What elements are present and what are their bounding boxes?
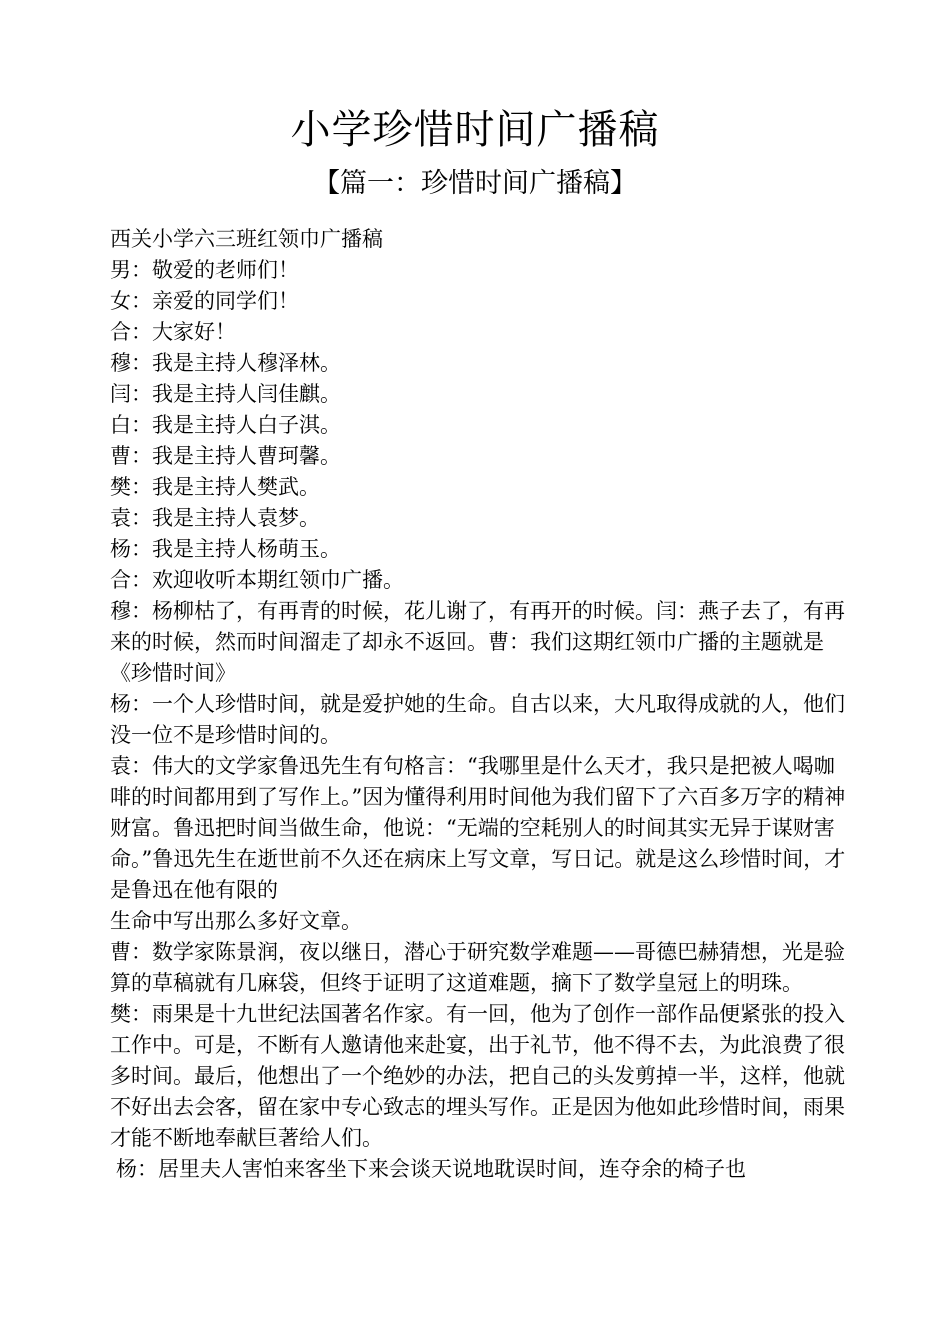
section-heading: 【篇一：珍惜时间广播稿】: [313, 168, 637, 199]
paragraph: 樊：我是主持人樊武。: [110, 475, 320, 499]
paragraph: 女：亲爱的同学们！: [110, 289, 299, 313]
paragraph: 袁：伟大的文学家鲁迅先生有句格言：“我哪里是什么天才，我只是把被人喝咖啡的时间都用到了写作上。”因为懂得利用时间他为我们留下了六百多万字的精神财富。鲁迅把时间当做生命，他说：“无端的空耗别人的时间其实无异于谋财害命。”鲁迅先生在逝世前不久还在病床上写文章，写日记。就是这么珍惜时间，才是鲁迅在他有限的: [110, 754, 846, 902]
page-title: 小学珍惜时间广播稿: [290, 107, 660, 153]
paragraph: 西关小学六三班红领巾广播稿: [110, 227, 383, 251]
paragraph: 合：大家好！: [110, 320, 236, 344]
paragraph: 白：我是主持人白子淇。: [110, 413, 341, 437]
paragraph: 合：欢迎收听本期红领巾广播。: [110, 568, 404, 592]
paragraph: 曹：数学家陈景润，夜以继日，潜心于研究数学难题——哥德巴赫猜想，光是验算的草稿就有几麻袋，但终于证明了这道难题，摘下了数学皇冠上的明珠。: [110, 940, 845, 995]
paragraph: 杨：居里夫人害怕来客坐下来会谈天说地耽误时间，连夺余的椅子也: [116, 1157, 746, 1181]
paragraph: 樊：雨果是十九世纪法国著名作家。有一回，他为了创作一部作品便紧张的投入工作中。可是，不断有人邀请他来赴宴，出于礼节，他不得不去，为此浪费了很多时间。最后，他想出了一个绝妙的办法，把自己的头发剪掉一半，这样，他就不好出去会客，留在家中专心致志的埋头写作。正是因为他如此珍惜时间，雨果才能不断地奉献巨著给人们。: [110, 1002, 845, 1150]
paragraph: 袁：我是主持人袁梦。: [110, 506, 320, 530]
paragraph: 穆：杨柳枯了，有再青的时候，花儿谢了，有再开的时候。闫：燕子去了，有再来的时候，然而时间溜走了却永不返回。曹：我们这期红领巾广播的主题就是《珍惜时间》: [110, 599, 845, 685]
paragraph: 杨：一个人珍惜时间，就是爱护她的生命。自古以来，大凡取得成就的人，他们没一位不是珍惜时间的。: [110, 692, 845, 747]
paragraph: 曹：我是主持人曹珂馨。: [110, 444, 341, 468]
paragraph: 男：敬爱的老师们！: [110, 258, 299, 282]
paragraph: 穆：我是主持人穆泽林。: [110, 351, 341, 375]
paragraph: 闫：我是主持人闫佳麒。: [110, 382, 341, 406]
paragraph: 杨：我是主持人杨萌玉。: [110, 537, 341, 561]
body-text: [110, 224, 850, 1185]
paragraph: 生命中写出那么多好文章。: [110, 909, 362, 933]
